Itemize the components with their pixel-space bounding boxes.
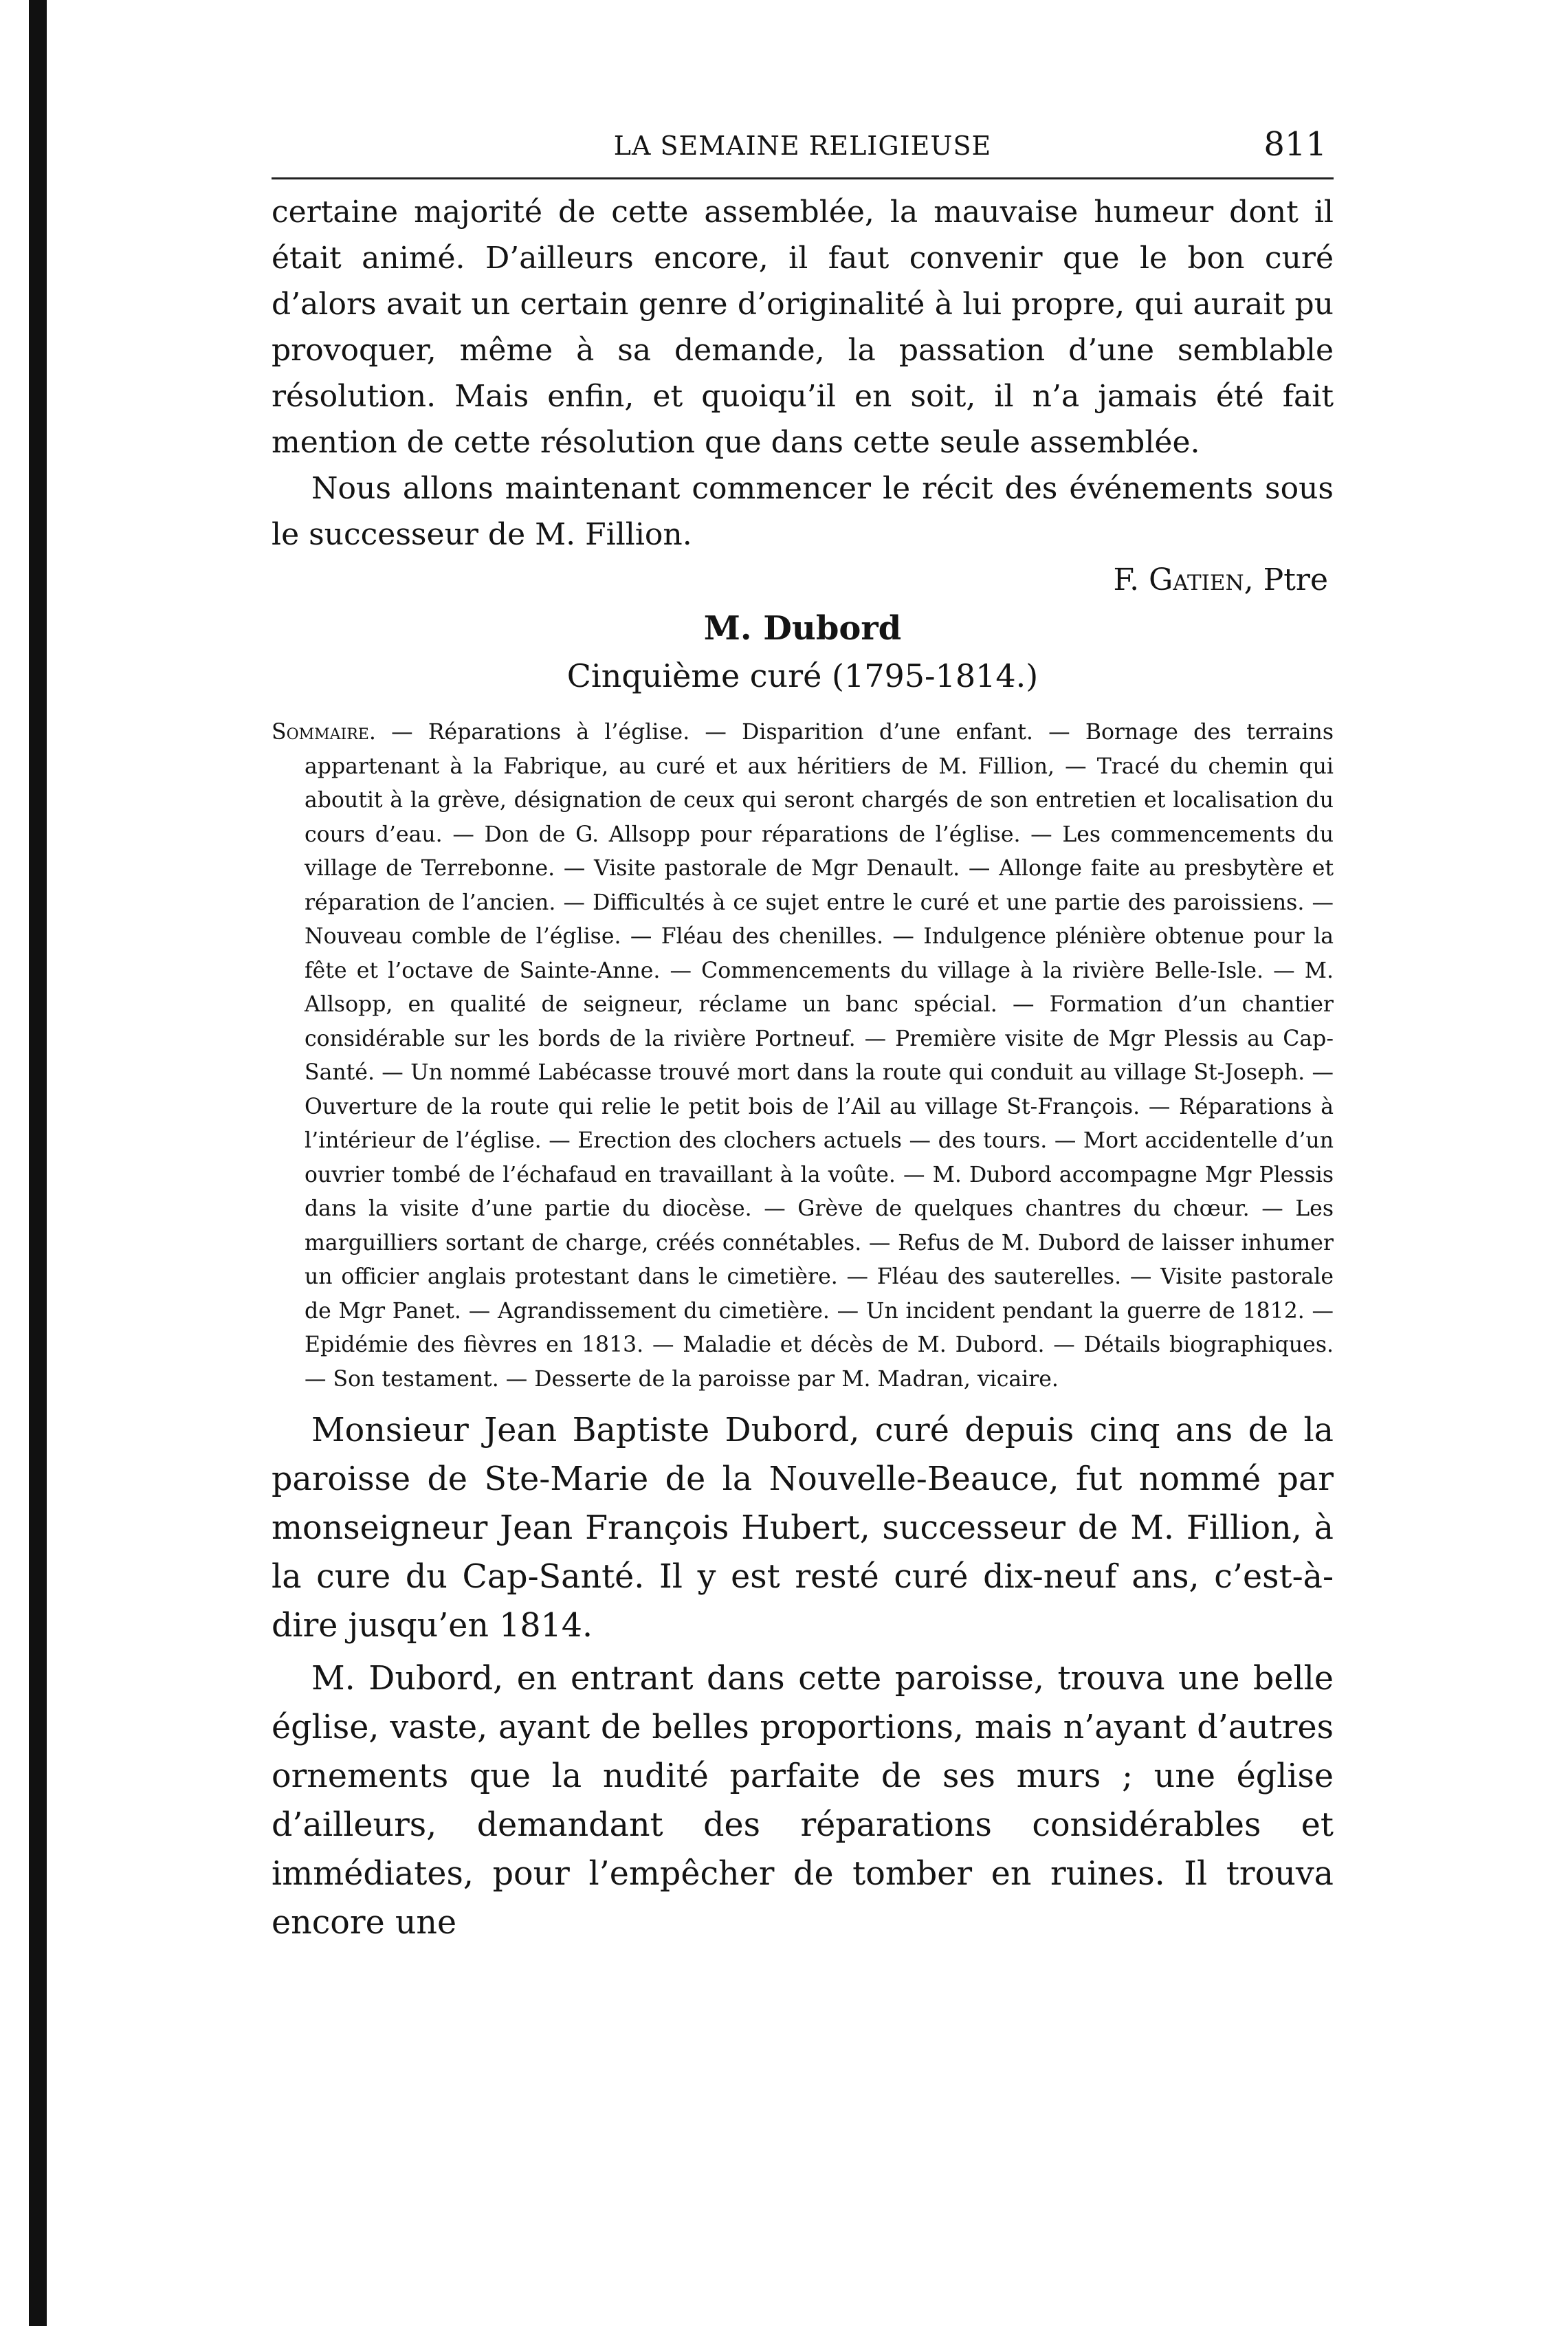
section-title: M. Dubord	[703, 609, 902, 648]
binding-edge	[29, 0, 47, 2326]
paragraph-church-state: M. Dubord, en entrant dans cette paroisse, trouva une belle église, vaste, ayant de belles proportions, mais n’ayant d’autres ornements que la nudité parfaite de ses murs ; une église d’ailleurs, demandant des réparations considérables et immédiates, pour l’empêcher de tomber en ruines. Il trouva encore une	[272, 1660, 1334, 1942]
summary-text: — Réparations à l’église. — Disparition d’une enfant. — Bornage des terrains appartenant à la Fabrique, au curé et aux héritiers de M. Fillion, — Tracé du chemin qui aboutit à la grève, désignation de ceux qui seront chargés de son entretien et localisation du cours d’eau. — Don de G. Allsopp pour réparations de l’église. — Les commencements du village de Terrebonne. — Visite pastorale de Mgr Denault. — Allonge faite au presbytère et réparation de l’ancien. — Difficultés à ce sujet entre le curé et une partie des paroissiens. — Nouveau comble de l’église. — Fléau des chenilles. — Indulgence plénière obtenue pour la fête et l’octave de Sainte-Anne. — Commencements du village à la rivière Belle-Isle. — M. Allsopp, en qualité de seigneur, réclame un banc spécial. — Formation d’un chantier considérable sur les bords de la rivière Portneuf. — Première visite de Mgr Plessis au Cap-Santé. — Un nommé Labécasse trouvé mort dans la route qui conduit au village St-Joseph. — Ouverture de la route qui relie le petit bois de l’Ail au village St-François. — Réparations à l’intérieur de l’église. — Erection des clochers actuels — des tours. — Mort accidentelle d’un ouvrier tombé de l’échafaud en travaillant à la voûte. — M. Dubord accompagne Mgr Plessis dans la visite d’une partie du diocèse. — Grève de quelques chantres du chœur. — Les marguilliers sortant de charge, créés connétables. — Refus de M. Dubord de laisser inhumer un officier anglais protestant dans le cimetière. — Fléau des sauterelles. — Visite pastorale de Mgr Panet. — Agrandissement du cimetière. — Un incident pendant la guerre de 1812. — Epidémie des fièvres en 1813. — Maladie et décès de M. Dubord. — Détails biographiques. — Son testament. — Desserte de la paroisse par M. Madran, vicaire.	[305, 720, 1334, 1392]
paragraph-dubord-intro: Monsieur Jean Baptiste Dubord, curé depuis cinq ans de la paroisse de Ste-Marie de la Nouvelle-Beauce, fut nommé par monseigneur Jean François Hubert, successeur de M. Fillion, à la cure du Cap-Santé. Il y est resté curé dix-neuf ans, c’est-à-dire jusqu’en 1814.	[272, 1412, 1334, 1645]
running-title: LA SEMAINE RELIGIEUSE	[613, 131, 992, 161]
page-number: 811	[1263, 125, 1327, 164]
section-subtitle: Cinquième curé (1795-1814.)	[566, 657, 1039, 694]
running-header	[272, 122, 1334, 177]
book-page	[272, 122, 1334, 1947]
author-signature	[272, 558, 1334, 603]
signature-name: Gatien	[1149, 562, 1244, 597]
summary-label: Sommaire.	[272, 720, 376, 745]
chapter-summary	[272, 716, 1334, 1396]
header-rule	[272, 177, 1334, 179]
signature-initial: F.	[1113, 562, 1149, 597]
paragraph-transition: Nous allons maintenant commencer le récit des événements sous le successeur de M. Fillion.	[272, 471, 1334, 552]
signature-suffix: , Ptre	[1244, 562, 1328, 597]
paragraph-continuation: certaine majorité de cette assemblée, la mauvaise humeur dont il était animé. D’ailleurs encore, il faut convenir que le bon curé d’alors avait un certain genre d’originalité à lui propre, qui aurait pu provoquer, même à sa demande, la passation d’une semblable résolution. Mais enfin, et quoiqu’il en soit, il n’a jamais été fait mention de cette résolution que dans cette seule assemblée.	[272, 195, 1334, 460]
